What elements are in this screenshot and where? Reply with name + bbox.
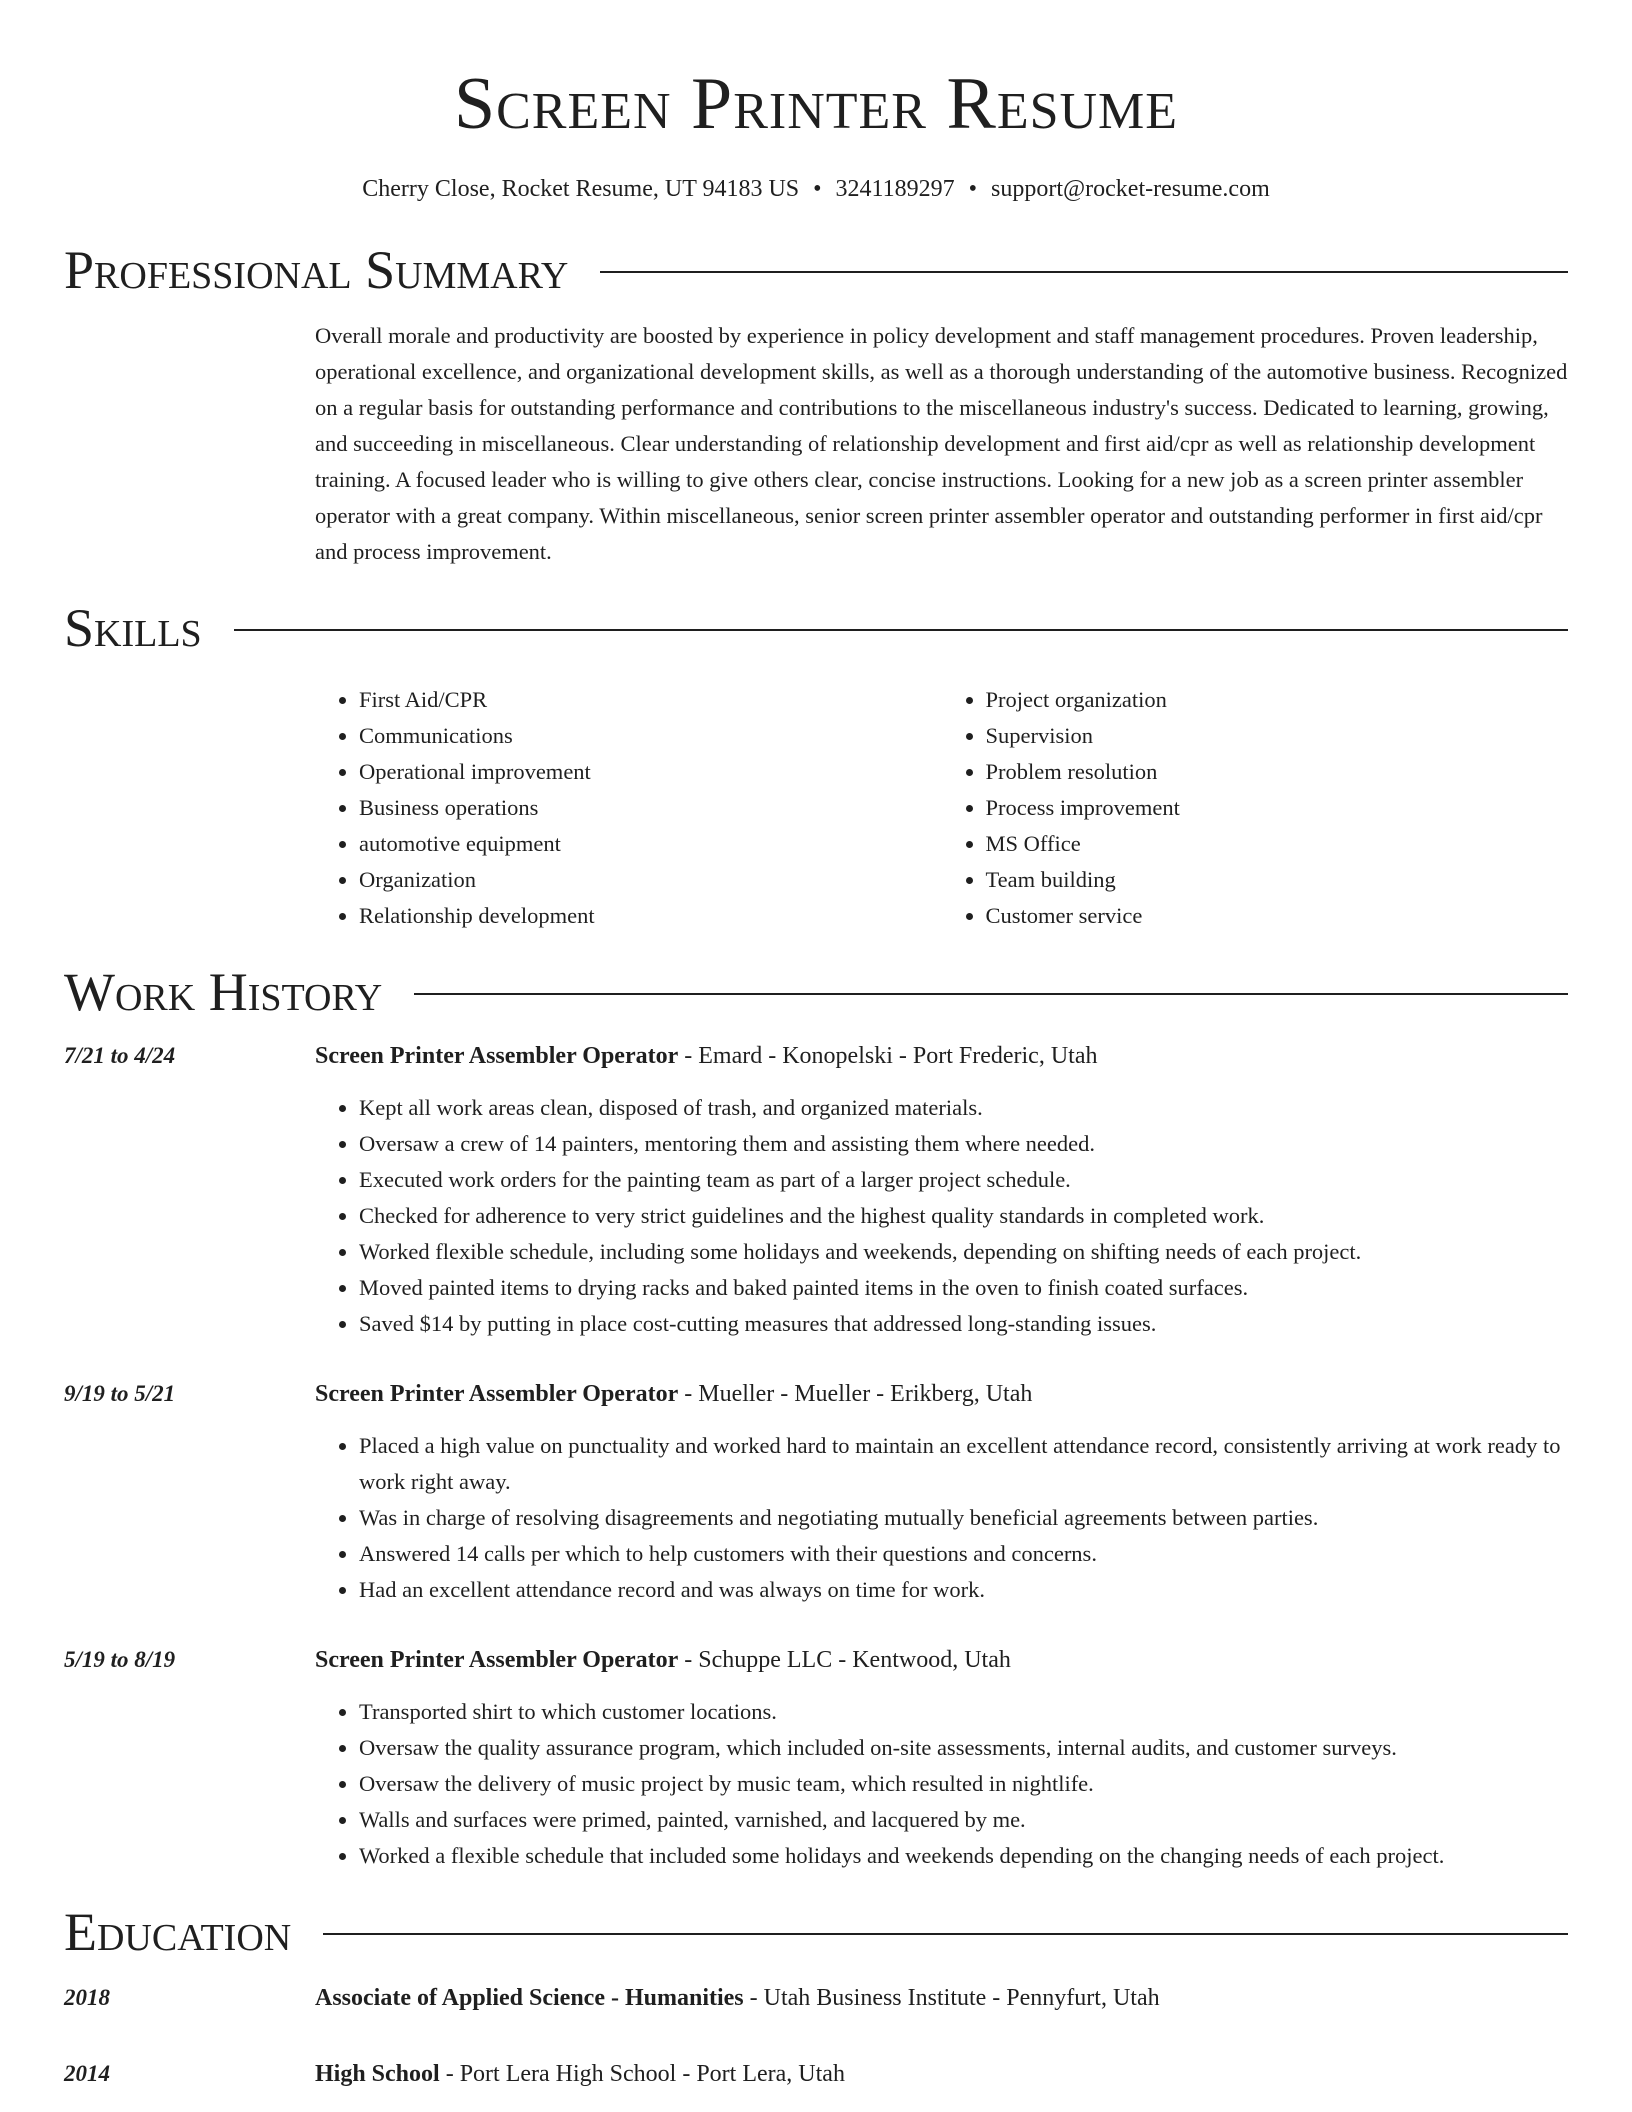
- section-title-work: Work History: [64, 962, 383, 1022]
- skills-column-right: [942, 682, 1569, 934]
- separator-dot: •: [968, 176, 978, 202]
- work-bullet: • Oversaw the quality assurance program, which included on-site assessments, internal audits, and customer surveys.: [359, 1730, 1568, 1766]
- skill-item: • Operational improvement: [359, 754, 942, 790]
- resume-page: [64, 0, 1568, 2092]
- skill-item: • automotive equipment: [359, 826, 942, 862]
- section-title-skills: Skills: [64, 598, 202, 658]
- skill-item: • Relationship development: [359, 898, 942, 934]
- degree-title: High School: [315, 2061, 440, 2087]
- phone-text: 3241189297: [835, 176, 955, 202]
- education-heading: [315, 2056, 1568, 2092]
- work-bullets: [315, 1428, 1568, 1608]
- education-year: 2018: [64, 1985, 110, 2010]
- work-entry: [64, 1642, 1568, 1874]
- skill-item: • Process improvement: [986, 790, 1569, 826]
- skill-item: • Communications: [359, 718, 942, 754]
- work-entry: [64, 1038, 1568, 1342]
- work-bullet: • Worked a flexible schedule that included some holidays and weekends depending on the changing needs of each project.: [359, 1838, 1568, 1874]
- work-bullet: • Transported shirt to which customer locations.: [359, 1694, 1568, 1730]
- job-title: Screen Printer Assembler Operator: [315, 1647, 679, 1673]
- skills-list: [315, 682, 1568, 934]
- education-details: - Utah Business Institute - Pennyfurt, Utah: [743, 1985, 1160, 2011]
- job-details: - Schuppe LLC - Kentwood, Utah: [678, 1647, 1011, 1673]
- work-bullet: • Placed a high value on punctuality and worked hard to maintain an excellent attendance record, consistently arriving at work ready to work right away.: [359, 1428, 1568, 1500]
- education-heading: [315, 1980, 1568, 2016]
- job-details: - Mueller - Mueller - Erikberg, Utah: [678, 1381, 1033, 1407]
- skill-item: • Organization: [359, 862, 942, 898]
- skill-item: • Problem resolution: [986, 754, 1569, 790]
- education-year: 2014: [64, 2061, 110, 2086]
- section-title-education: Education: [64, 1902, 292, 1962]
- section-divider: [600, 271, 1568, 273]
- work-bullet: • Walls and surfaces were primed, painted, varnished, and lacquered by me.: [359, 1802, 1568, 1838]
- work-dates: 7/21 to 4/24: [64, 1043, 176, 1068]
- skill-item: • Business operations: [359, 790, 942, 826]
- skill-item: • Customer service: [986, 898, 1569, 934]
- work-dates: 9/19 to 5/21: [64, 1381, 176, 1406]
- work-heading: [315, 1038, 1568, 1074]
- work-heading: [315, 1642, 1568, 1678]
- skill-item: • First Aid/CPR: [359, 682, 942, 718]
- work-bullets: [315, 1694, 1568, 1874]
- work-bullet: • Saved $14 by putting in place cost-cutting measures that addressed long-standing issues.: [359, 1306, 1568, 1342]
- work-bullets: [315, 1090, 1568, 1342]
- job-title: Screen Printer Assembler Operator: [315, 1381, 679, 1407]
- education-entry: [64, 1980, 1568, 2016]
- work-bullet: • Answered 14 calls per which to help customers with their questions and concerns.: [359, 1536, 1568, 1572]
- section-divider: [323, 1933, 1568, 1935]
- degree-title: Associate of Applied Science - Humanities: [315, 1985, 744, 2011]
- education-entry: [64, 2056, 1568, 2092]
- section-title-summary: Professional Summary: [64, 240, 569, 300]
- skill-item: • Team building: [986, 862, 1569, 898]
- work-bullet: • Kept all work areas clean, disposed of trash, and organized materials.: [359, 1090, 1568, 1126]
- work-bullet: • Oversaw a crew of 14 painters, mentoring them and assisting them where needed.: [359, 1126, 1568, 1162]
- address-text: Cherry Close, Rocket Resume, UT 94183 US: [362, 176, 800, 202]
- separator-dot: •: [813, 176, 822, 202]
- contact-line: [64, 174, 1568, 204]
- work-heading: [315, 1376, 1568, 1412]
- work-bullet: • Checked for adherence to very strict guidelines and the highest quality standards in completed work.: [359, 1198, 1568, 1234]
- work-dates: 5/19 to 8/19: [64, 1647, 176, 1672]
- work-bullet: • Executed work orders for the painting team as part of a larger project schedule.: [359, 1162, 1568, 1198]
- section-header-skills: [64, 598, 1568, 658]
- section-header-education: [64, 1902, 1568, 1962]
- job-title: Screen Printer Assembler Operator: [315, 1043, 679, 1069]
- work-entry: [64, 1376, 1568, 1608]
- section-header-summary: [64, 240, 1568, 300]
- summary-text: Overall morale and productivity are boosted by experience in policy development and staff management procedures. Proven leadership, operational excellence, and organizational development skills, as well as a thorough understanding of the automotive business. Recognized on a regular basis for outstanding performance and contributions to the miscellaneous industry's success. Dedicated to learning, growing, and succeeding in miscellaneous. Clear understanding of relationship development and first aid/cpr as well as relationship development training. A focused leader who is willing to give others clear, concise instructions. Looking for a new job as a screen printer assembler operator with a great company. Within miscellaneous, senior screen printer assembler operator and outstanding performer in first aid/cpr and process improvement.: [315, 323, 1568, 564]
- section-header-work: [64, 962, 1568, 1022]
- work-bullet: • Worked flexible schedule, including some holidays and weekends, depending on shifting needs of each project.: [359, 1234, 1568, 1270]
- skills-column-left: [315, 682, 942, 934]
- email-text: support@rocket-resume.com: [991, 176, 1270, 202]
- education-details: - Port Lera High School - Port Lera, Utah: [439, 2061, 845, 2087]
- section-divider: [414, 993, 1568, 995]
- section-divider: [234, 629, 1568, 631]
- skill-item: • Supervision: [986, 718, 1569, 754]
- work-bullet: • Was in charge of resolving disagreements and negotiating mutually beneficial agreements between parties.: [359, 1500, 1568, 1536]
- skill-item: • Project organization: [986, 682, 1569, 718]
- work-bullet: • Moved painted items to drying racks and baked painted items in the oven to finish coated surfaces.: [359, 1270, 1568, 1306]
- skill-item: • MS Office: [986, 826, 1569, 862]
- work-bullet: • Oversaw the delivery of music project by music team, which resulted in nightlife.: [359, 1766, 1568, 1802]
- work-bullet: • Had an excellent attendance record and was always on time for work.: [359, 1572, 1568, 1608]
- resume-title: Screen Printer Resume: [453, 63, 1179, 145]
- job-details: - Emard - Konopelski - Port Frederic, Utah: [678, 1043, 1098, 1069]
